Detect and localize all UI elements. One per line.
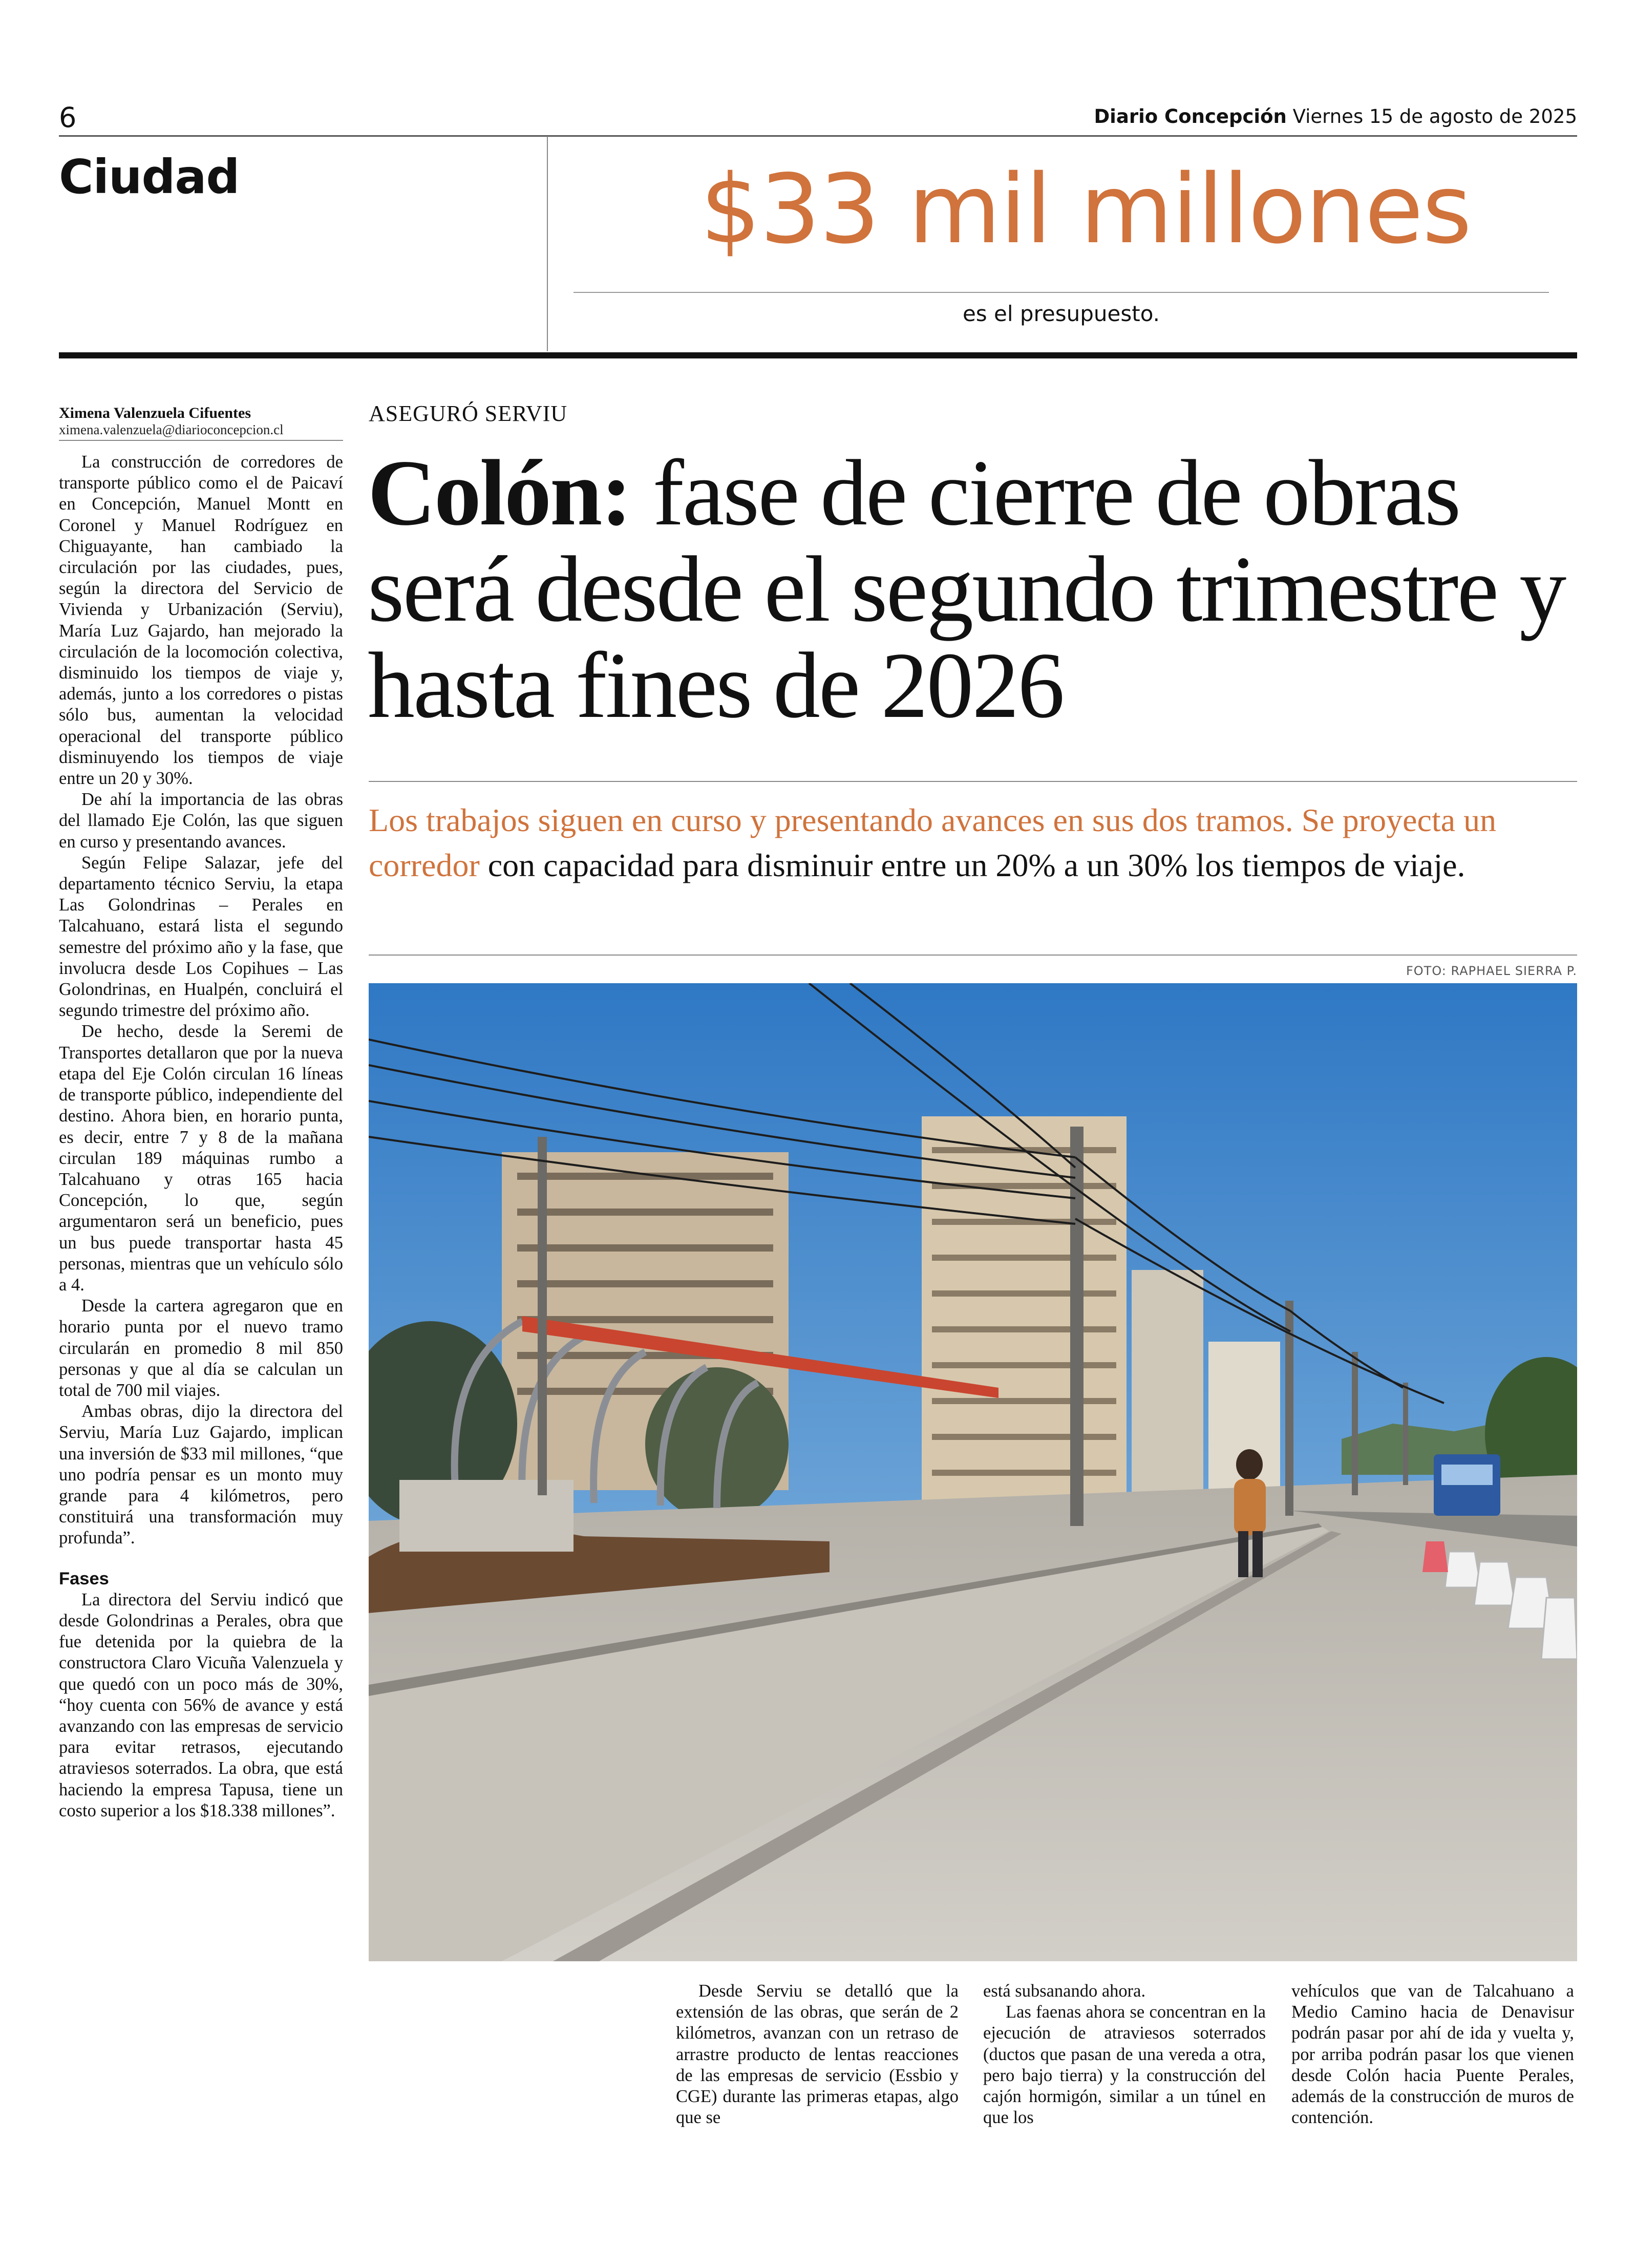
masthead [1094, 105, 1577, 128]
photo-credit: FOTO: RAPHAEL SIERRA P. [1406, 964, 1577, 978]
paragraph: vehículos que van de Talcahuano a Medio Camino hacia de Denavisur podrán pasar por ahí de ida y vuelta y, por arriba podrán pasar los que vienen desde Colón hacia Puente Perales, además de la construcción de muros de contención. [1291, 1981, 1574, 2128]
headline-bold: Colón: [368, 440, 631, 545]
highlight-caption: es el presupuesto. [962, 301, 1160, 326]
author-name: Ximena Valenzuela Cifuentes [59, 405, 251, 421]
bottom-column-3 [1291, 1981, 1574, 2128]
page-number: 6 [59, 101, 77, 134]
kicker: ASEGURÓ SERVIU [369, 401, 568, 426]
issue-date: Viernes 15 de agosto de 2025 [1292, 105, 1577, 128]
bottom-column-2 [983, 1981, 1266, 2128]
newspaper-name: Diario Concepción [1094, 105, 1287, 128]
lead-rest: con capacidad para disminuir entre un 20% a un 30% los tiempos de viaje. [479, 847, 1465, 883]
section-title: Ciudad [59, 150, 240, 204]
headline-rest: fase de cierre de obras será desde el segundo trimestre y hasta fines de 2026 [368, 440, 1565, 737]
main-photo [369, 983, 1577, 1961]
paragraph: Ambas obras, dijo la directora del Serviu, María Luz Gajardo, implican una inversión de $33 mil millones, “que uno podría pensar es un monto muy grande para 4 kilómetros, pero constituirá una transformación muy profunda”. [59, 1402, 343, 1548]
paragraph: Según Felipe Salazar, jefe del departamento técnico Serviu, la etapa Las Golondrinas – Perales en Talcahuano, estará lista el segundo semestre del próximo año y la fase, que involucra desde Los Copihues – Las Golondrinas, en Hualpén, concluirá el segundo trimestre del próximo año. [59, 853, 343, 1021]
bottom-column-1 [676, 1981, 959, 2128]
header-divider [547, 136, 548, 351]
highlight-figure: $33 mil millones [700, 154, 1471, 265]
lead-rule [369, 955, 1577, 956]
paragraph: Desde la cartera agregaron que en horario punta por el nuevo tramo circularán en promedio 8 mil 850 personas y que al día se calculan un total de 700 mil viajes. [59, 1296, 343, 1400]
header-thick-rule [59, 352, 1577, 358]
paragraph: Las faenas ahora se concentran en la ejecución de atraviesos soterrados (ductos que pasan de una vereda a otra, pero bajo tierra) y la construcción del cajón hormigón, similar a un túnel en que los [983, 2002, 1266, 2128]
paragraph: De hecho, desde la Seremi de Transportes detallaron que por la nueva etapa del Eje Colón circulan 16 líneas de transporte público, independiente del destino. Ahora bien, en horario punta, es decir, entre 7 y 8 de la mañana circulan 189 máquinas rumbo a Talcahuano y otras 165 hacia Concepción, lo que, según argumentaron será un beneficio, pues un bus puede transportar hasta 45 personas, mientras que un vehículo sólo a 4. [59, 1022, 343, 1295]
author-email[interactable]: ximena.valenzuela@diarioconcepcion.cl [59, 422, 284, 437]
left-column [59, 452, 343, 1821]
paragraph: Desde Serviu se detalló que la extensión de las obras, que serán de 2 kilómetros, avanzan con un retraso de arrastre producto de lentas reacciones de las empresas de servicio (Essbio y CGE) durante las primeras etapas, algo que se [676, 1981, 959, 2128]
paragraph: está subsanando ahora. [983, 1981, 1146, 2001]
headline [368, 440, 1597, 737]
lead [369, 798, 1577, 888]
headline-rule [369, 781, 1577, 782]
highlight-rule [573, 292, 1549, 293]
paragraph: La construcción de corredores de transporte público como el de Paicaví en Concepción, Manuel Montt en Coronel y Manuel Rodríguez en Chiguayante, han cambiado la circulación por las ciudades, pues, según la directora del Servicio de Vivienda y Urbanización (Serviu), María Luz Gajardo, han mejorado la circulación de la locomoción colectiva, disminuido los tiempos de viaje y, además, junto a los corredores o pistas sólo bus, aumentan la velocidad operacional del transporte público disminuyendo los tiempos de viaje entre un 20 y 30%. [59, 452, 343, 789]
paragraph: De ahí la importancia de las obras del llamado Eje Colón, las que siguen en curso y presentando avances. [59, 790, 343, 852]
subhead: Fases [59, 1568, 109, 1588]
byline [59, 405, 343, 441]
header-rule [59, 135, 1577, 137]
paragraph: La directora del Serviu indicó que desde Golondrinas a Perales, obra que fue detenida por la quiebra de la constructora Claro Vicuña Valenzuela y que quedó con un poco más de 30%, “hoy cuenta con 56% de avance y está avanzando con las empresas de servicio para evitar retrasos, ejecutando atraviesos soterrados. La obra, que está haciendo la empresa Tapusa, tiene un costo superior a los $18.338 millones”. [59, 1589, 343, 1820]
lead-accent: Los trabajos siguen en curso y presentando avances en sus dos tramos. Se proyecta un corredor [369, 802, 1497, 883]
